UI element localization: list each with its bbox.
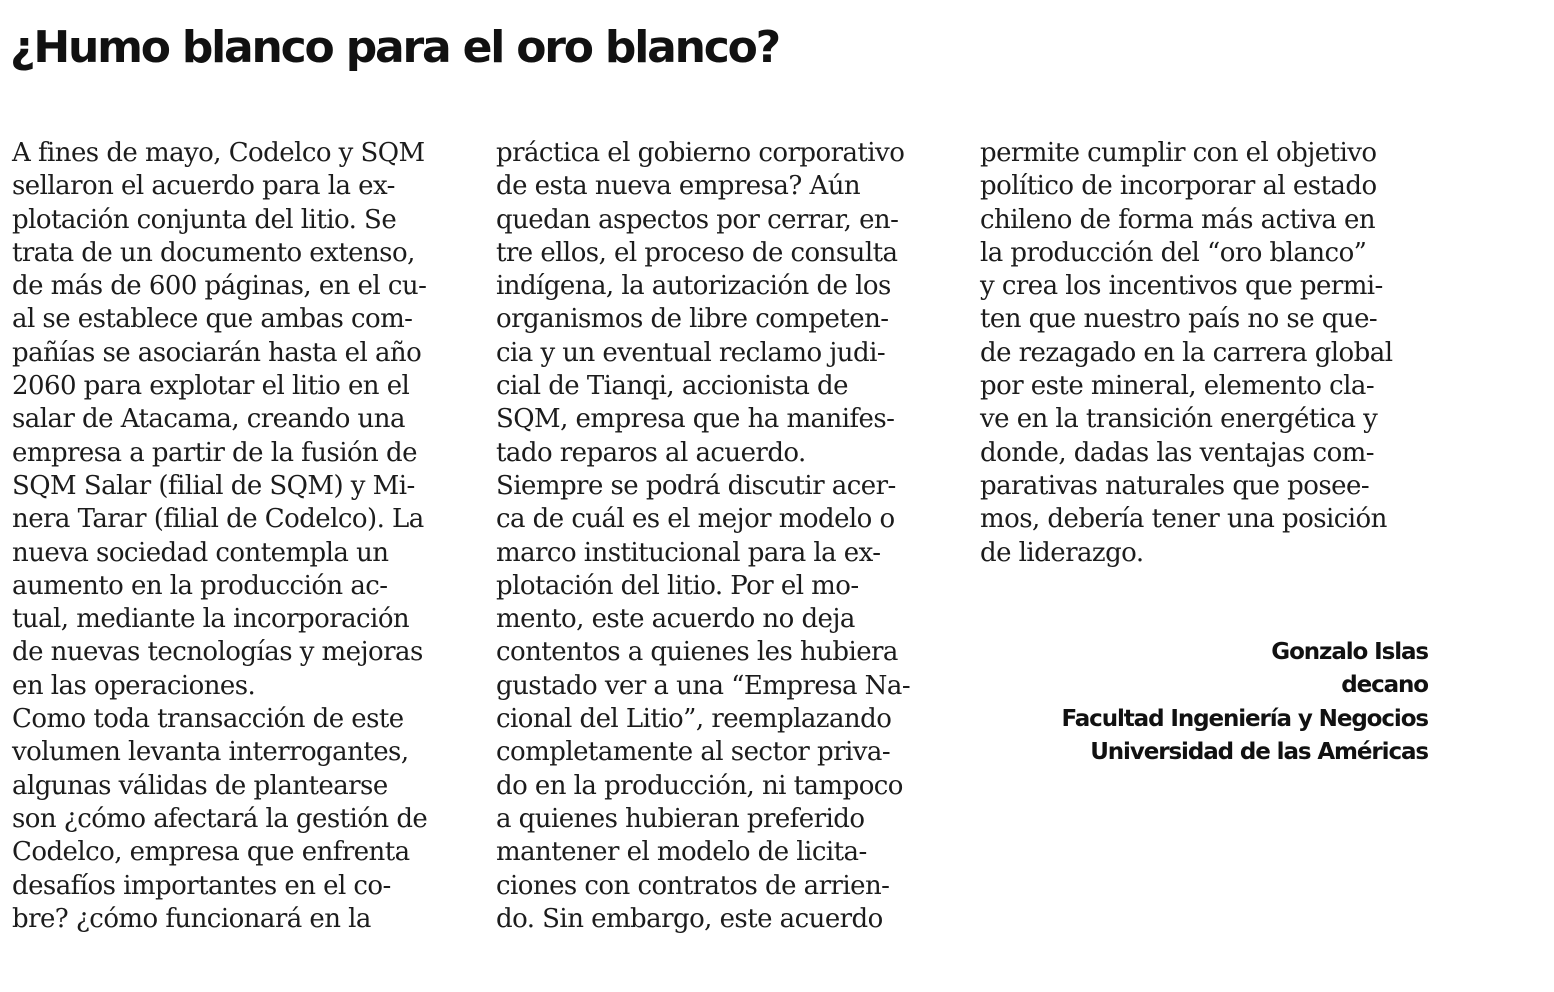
article-column-2 — [496, 137, 910, 936]
article-text-line: sellaron el acuerdo para la ex- — [12, 171, 395, 202]
article-text-line: donde, dadas las ventajas com- — [980, 437, 1375, 468]
article-column-1 — [12, 137, 427, 936]
author-faculty: Facultad Ingeniería y Negocios — [1061, 705, 1428, 732]
article-text-line: gustado ver a una “Empresa Na- — [496, 670, 911, 701]
article-text-line: ve en la transición energética y — [980, 404, 1378, 435]
author-name: Gonzalo Islas — [1271, 639, 1428, 665]
article-text-line: la producción del “oro blanco” — [980, 237, 1367, 268]
article-text-line: plotación conjunta del litio. Se — [12, 204, 397, 235]
article-text-line: de liderazgo. — [980, 537, 1144, 568]
article-text-line: tado reparos al acuerdo. — [496, 437, 806, 468]
article-text-line: salar de Atacama, creando una — [12, 404, 405, 435]
article-text-line: chileno de forma más activa en — [980, 204, 1376, 235]
article-text-line: tual, mediante la incorporación — [12, 604, 410, 635]
article-column-3 — [980, 137, 1392, 570]
article-text-line: organismos de libre competen- — [496, 304, 889, 335]
article-text-line: político de incorporar al estado — [980, 171, 1377, 202]
article-text-line: tre ellos, el proceso de consulta — [496, 237, 898, 268]
author-signature — [1062, 636, 1429, 769]
article-text-line: de más de 600 páginas, en el cu- — [12, 271, 427, 302]
article-headline: ¿Humo blanco para el oro blanco? — [10, 22, 779, 73]
article-text-line: por este mineral, elemento cla- — [980, 371, 1375, 402]
article-text-line: SQM, empresa que ha manifes- — [496, 404, 895, 435]
article-text-line: y crea los incentivos que permi- — [980, 271, 1383, 302]
article-text-line: bre? ¿cómo funcionará en la — [12, 903, 371, 934]
article-text-line: SQM Salar (filial de SQM) y Mi- — [12, 470, 415, 501]
article-text-line: do en la producción, ni tampoco — [496, 770, 903, 801]
article-text-line: son ¿cómo afectará la gestión de — [12, 803, 428, 834]
article-text-line: en las operaciones. — [12, 670, 256, 701]
article-text-line: a quienes hubieran preferido — [496, 803, 865, 834]
article-text-line: 2060 para explotar el litio en el — [12, 371, 410, 402]
article-text-line: ten que nuestro país no se que- — [980, 304, 1378, 335]
article-text-line: Como toda transacción de este — [12, 704, 404, 735]
article-text-line: de esta nueva empresa? Aún — [496, 171, 861, 202]
article-text-line: volumen levanta interrogantes, — [12, 737, 409, 768]
article-text-line: al se establece que ambas com- — [12, 304, 413, 335]
article-text-line: trata de un documento extenso, — [12, 237, 415, 268]
article-text-line: de rezagado en la carrera global — [980, 337, 1393, 368]
article-text-line: cional del Litio”, reemplazando — [496, 704, 892, 735]
article-text-line: plotación del litio. Por el mo- — [496, 570, 859, 601]
author-role: decano — [1341, 672, 1428, 699]
article-text-line: Siempre se podrá discutir acer- — [496, 470, 896, 501]
article-text-line: permite cumplir con el objetivo — [980, 138, 1377, 168]
article-text-line: ciones con contratos de arrien- — [496, 870, 890, 901]
article-text-line: ca de cuál es el mejor modelo o — [496, 504, 895, 535]
article-text-line: mento, este acuerdo no deja — [496, 604, 855, 635]
article-text-line: quedan aspectos por cerrar, en- — [496, 204, 899, 235]
article-text-line: aumento en la producción ac- — [12, 570, 388, 601]
article-text-line: empresa a partir de la fusión de — [12, 437, 417, 468]
author-university: Universidad de las Américas — [1090, 738, 1428, 765]
article-text-line: Codelco, empresa que enfrenta — [12, 837, 410, 868]
article-text-line: algunas válidas de plantearse — [12, 770, 388, 801]
article-text-line: cia y un eventual reclamo judi- — [496, 337, 886, 368]
article-text-line: cial de Tianqi, accionista de — [496, 371, 848, 402]
article-text-line: de nuevas tecnologías y mejoras — [12, 637, 423, 668]
article-text-line: A fines de mayo, Codelco y SQM — [12, 138, 425, 168]
article-text-line: mantener el modelo de licita- — [496, 837, 867, 868]
article-text-line: indígena, la autorización de los — [496, 271, 891, 302]
article-text-line: completamente al sector priva- — [496, 737, 891, 768]
article-text-line: contentos a quienes les hubiera — [496, 637, 898, 668]
article-text-line: parativas naturales que posee- — [980, 470, 1370, 501]
article-text-line: mos, debería tener una posición — [980, 504, 1387, 535]
article-text-line: nueva sociedad contempla un — [12, 537, 389, 568]
article-text-line: marco institucional para la ex- — [496, 537, 881, 568]
article-text-line: pañías se asociarán hasta el año — [12, 337, 422, 368]
article-text-line: nera Tarar (filial de Codelco). La — [12, 504, 424, 535]
article-text-line: desafíos importantes en el co- — [12, 870, 391, 901]
article-text-line: do. Sin embargo, este acuerdo — [496, 903, 883, 934]
article-text-line: práctica el gobierno corporativo — [496, 138, 905, 168]
